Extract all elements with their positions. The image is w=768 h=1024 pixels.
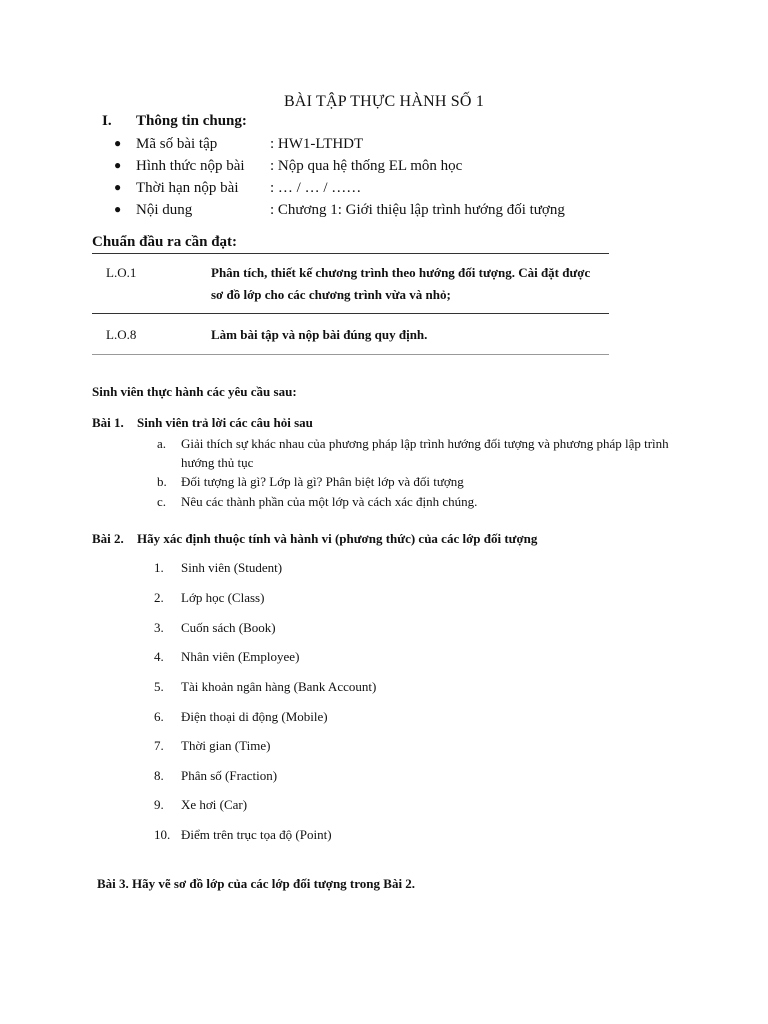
info-label: Nội dung	[136, 202, 193, 218]
item-key: 6.	[154, 709, 164, 724]
info-label: Hình thức nộp bài	[136, 158, 245, 174]
outcome-text: Làm bài tập và nộp bài đúng quy định.	[211, 327, 428, 342]
outcome-text: Phân tích, thiết kế chương trình theo hướng đối tượng. Cài đặt được sơ đồ lớp cho các chương trình vừa và nhỏ;	[211, 265, 591, 302]
info-value: : … / … / ……	[270, 180, 362, 196]
exercise-number: Bài 2.	[92, 531, 124, 546]
bullet-icon: ●	[114, 180, 122, 194]
list-item	[154, 679, 376, 695]
info-row	[114, 180, 361, 197]
list-item	[154, 768, 277, 784]
item-text: Điểm trên trục tọa độ (Point)	[181, 827, 332, 842]
item-key: 1.	[154, 560, 164, 575]
list-item	[154, 738, 270, 754]
outcome-code: L.O.1	[106, 265, 137, 280]
exercise-2-heading	[92, 531, 537, 547]
item-text: Điện thoại di động (Mobile)	[181, 709, 328, 724]
table-top-rule	[92, 253, 609, 254]
section-general-heading	[102, 113, 247, 130]
item-text: Thời gian (Time)	[181, 738, 271, 753]
list-item	[154, 649, 299, 665]
outcomes-heading: Chuẩn đầu ra cần đạt:	[92, 234, 238, 250]
section-number: I.	[102, 113, 112, 129]
item-text: Giải thích sự khác nhau của phương pháp lập trình hướng đối tượng và phương pháp lập trình hướng thủ tục	[181, 436, 669, 470]
list-item	[157, 434, 697, 472]
info-label: Mã số bài tập	[136, 136, 218, 152]
list-item	[154, 797, 247, 813]
item-text: Phân số (Fraction)	[181, 768, 278, 783]
list-item	[154, 560, 282, 576]
item-text: Xe hơi (Car)	[181, 797, 248, 812]
item-key: 7.	[154, 738, 164, 753]
exercise-3-heading: Bài 3. Hãy vẽ sơ đồ lớp của các lớp đối tượng trong Bài 2.	[97, 876, 416, 891]
info-value: : HW1-LTHDT	[270, 136, 364, 152]
item-key: b.	[157, 474, 167, 489]
item-text: Nhân viên (Employee)	[181, 649, 300, 664]
exercise-number: Bài 1.	[92, 415, 124, 430]
table-row-rule	[92, 313, 609, 314]
item-key: c.	[157, 494, 167, 509]
item-text: Đối tượng là gì? Lớp là gì? Phân biệt lớp và đối tượng	[181, 474, 464, 489]
outcome-code: L.O.8	[106, 327, 137, 342]
intro-text: Sinh viên thực hành các yêu cầu sau:	[92, 384, 297, 399]
list-item	[154, 709, 328, 725]
bullet-icon: ●	[114, 136, 122, 150]
page-title: BÀI TẬP THỰC HÀNH SỐ 1	[283, 93, 485, 110]
info-label: Thời hạn nộp bài	[136, 180, 239, 196]
list-item	[154, 590, 264, 606]
exercise-1-heading	[92, 415, 313, 431]
item-key: 9.	[154, 797, 164, 812]
item-key: 10.	[154, 827, 171, 842]
item-text: Tài khoản ngân hàng (Bank Account)	[181, 679, 377, 694]
info-row	[114, 202, 565, 219]
section-heading: Thông tin chung:	[136, 113, 247, 129]
item-text: Nêu các thành phần của một lớp và cách xác định chúng.	[181, 494, 478, 509]
info-row	[114, 158, 462, 175]
info-value: : Chương 1: Giới thiệu lập trình hướng đối tượng	[270, 202, 565, 218]
exercise-heading: Sinh viên trả lời các câu hỏi sau	[137, 415, 313, 430]
item-key: 3.	[154, 620, 164, 635]
table-bottom-rule	[92, 354, 609, 355]
bullet-icon: ●	[114, 202, 122, 216]
list-item	[157, 492, 697, 511]
bullet-icon: ●	[114, 158, 122, 172]
item-key: 2.	[154, 590, 164, 605]
item-key: 5.	[154, 679, 164, 694]
list-item	[154, 620, 276, 636]
exercise-heading: Hãy xác định thuộc tính và hành vi (phương thức) của các lớp đối tượng	[137, 531, 538, 546]
item-text: Cuốn sách (Book)	[181, 620, 276, 635]
list-item	[154, 827, 332, 843]
item-text: Lớp học (Class)	[181, 590, 265, 605]
list-item	[157, 472, 697, 491]
item-key: 4.	[154, 649, 164, 664]
item-text: Sinh viên (Student)	[181, 560, 283, 575]
info-value: : Nộp qua hệ thống EL môn học	[270, 158, 463, 174]
item-key: 8.	[154, 768, 164, 783]
item-key: a.	[157, 436, 167, 451]
info-row	[114, 136, 363, 153]
